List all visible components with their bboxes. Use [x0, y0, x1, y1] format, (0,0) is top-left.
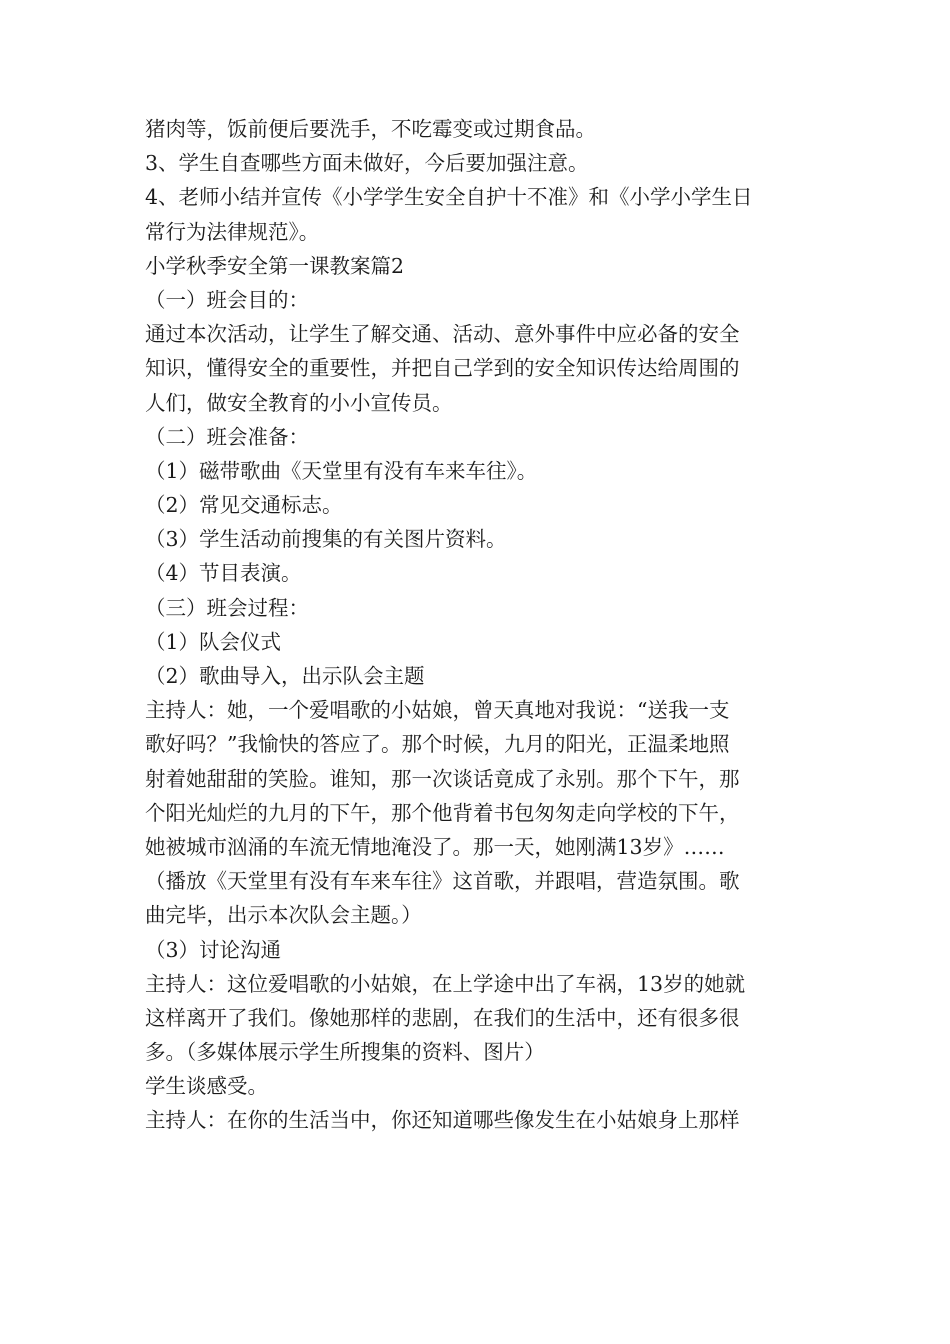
- list-item: （2）歌曲导入，出示队会主题: [145, 664, 425, 688]
- text-line: 学生谈感受。: [145, 1074, 268, 1099]
- list-item: （3）讨论沟通: [145, 937, 282, 962]
- text-line: 个阳光灿烂的九月的下午，那个他背着书包匆匆走向学校的下午，: [145, 800, 740, 825]
- subsection-heading: （二）班会准备：: [145, 424, 309, 449]
- subsection-heading: （一）班会目的：: [145, 287, 309, 312]
- text-line: 她被城市汹涌的车流无情地淹没了。那一天，她刚满13岁》……: [145, 834, 725, 859]
- list-item: （2）常见交通标志。: [145, 493, 343, 518]
- text-line: 主持人：她，一个爱唱歌的小姑娘，曾天真地对我说：“送我一支: [145, 698, 730, 723]
- text-line: （播放《天堂里有没有车来车往》这首歌，并跟唱，营造氛围。歌: [145, 869, 740, 894]
- section-heading: 小学秋季安全第一课教案篇2: [145, 253, 405, 278]
- text-line: 4、老师小结并宣传《小学学生安全自护十不准》和《小学小学生日: [145, 185, 753, 210]
- text-line: 通过本次活动，让学生了解交通、活动、意外事件中应必备的安全: [145, 322, 740, 347]
- list-item: （1）队会仪式: [145, 629, 282, 654]
- text-line: 主持人：这位爱唱歌的小姑娘，在上学途中出了车祸，13岁的她就: [145, 971, 746, 996]
- text-line: 曲完毕，出示本次队会主题。）: [145, 903, 422, 928]
- document-body: [145, 112, 815, 1138]
- text-line: 人们，做安全教育的小小宣传员。: [145, 390, 453, 415]
- text-line: 歌好吗？”我愉快的答应了。那个时候，九月的阳光，正温柔地照: [145, 732, 730, 757]
- text-line: 多。（多媒体展示学生所搜集的资料、图片）: [145, 1040, 545, 1065]
- text-line: 射着她甜甜的笑脸。谁知，那一次谈话竟成了永别。那个下午，那: [145, 766, 740, 791]
- text-line: 主持人：在你的生活当中，你还知道哪些像发生在小姑娘身上那样: [145, 1108, 740, 1133]
- text-line: 猪肉等，饭前便后要洗手，不吃霉变或过期食品。: [145, 117, 596, 141]
- text-line: 常行为法律规范》。: [145, 219, 320, 244]
- list-item: （3）学生活动前搜集的有关图片资料。: [145, 527, 507, 552]
- list-item: （4）节目表演。: [145, 561, 302, 586]
- list-item: （1）磁带歌曲《天堂里有没有车来车往》。: [145, 458, 538, 483]
- text-line: 知识，懂得安全的重要性，并把自己学到的安全知识传达给周围的: [145, 356, 740, 381]
- text-line: 这样离开了我们。像她那样的悲剧，在我们的生活中，还有很多很: [145, 1005, 740, 1030]
- text-line: 3、学生自查哪些方面未做好，今后要加强注意。: [145, 151, 589, 176]
- subsection-heading: （三）班会过程：: [145, 595, 309, 620]
